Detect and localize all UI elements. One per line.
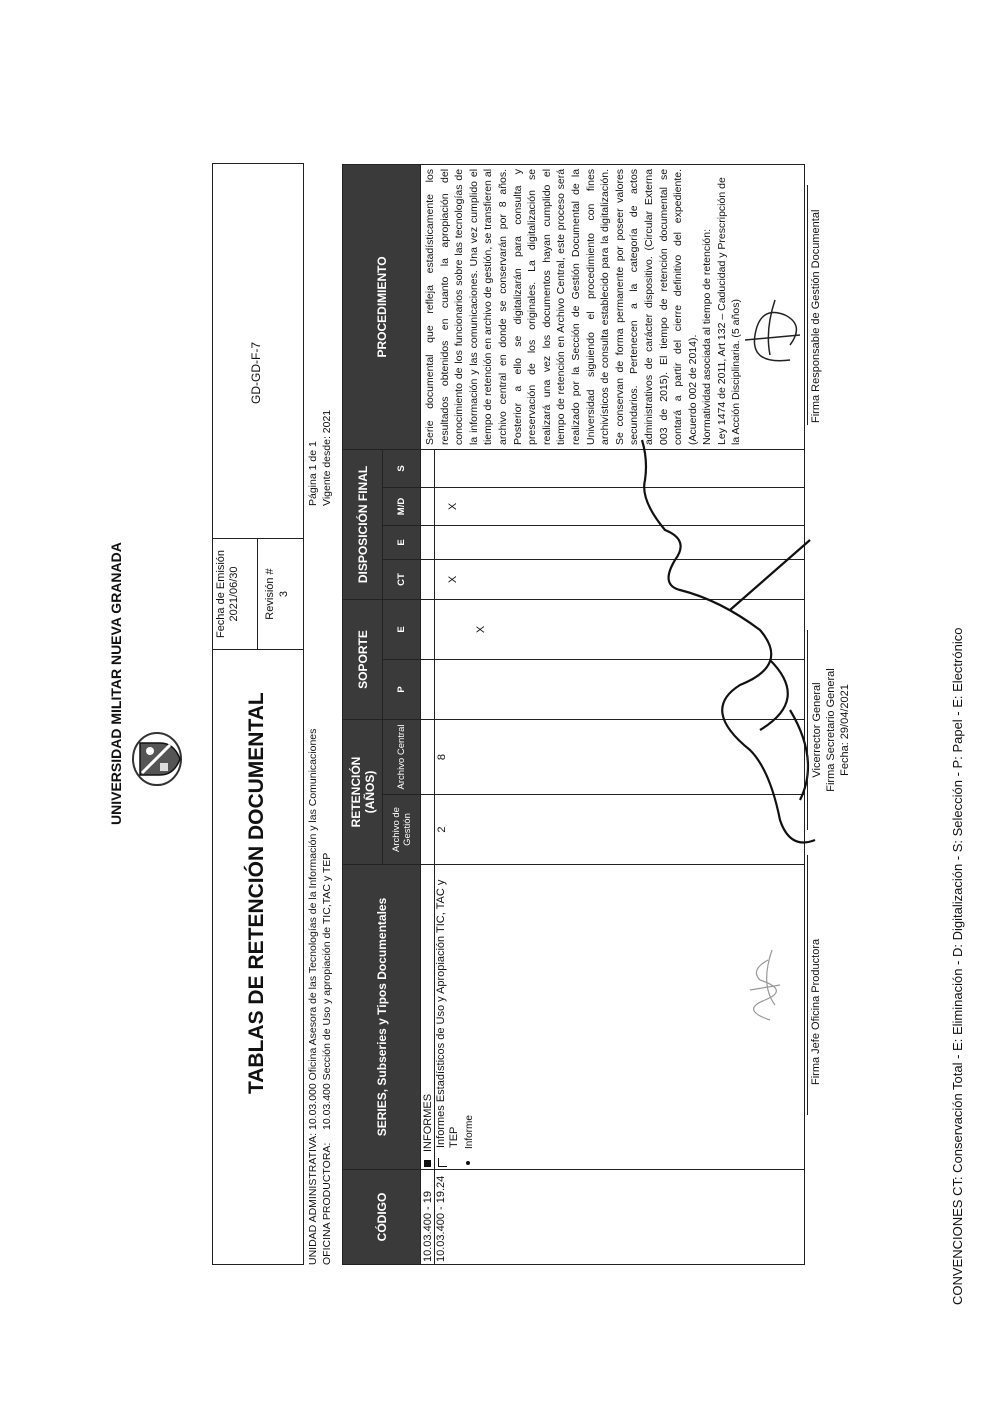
- row1-code: 10.03.400 - 19: [421, 1170, 435, 1265]
- procedimiento-text: Serie documental que refleja estadísticamente los resultados obtenidos en cuanto la apropiación del conocimiento de los funcionarios sobre las tecnologías de la información y las comunicaciones. Una vez cumplido el tiempo de retención en archivo de gestión, se transfieren al archivo central en donde se conservarán por 8 años. Posterior a ello se digitalizarán para consulta y preservación de los originales. La digitalización se realizará una vez los documentos hayan cumplido el tiempo de retención en Archivo Central, este proceso será realizado por la Sección de Gestión Documental de la Universidad siguiendo el procedimiento con fines archivísticos de consulta establecido para la digitalización. Se conservan de forma permanente por poseer valores secundarios. Pertenecen a la categoría de actos administrativos de carácter dispositivo. (Circular Externa 003 de 2015). El tiempo de retención documental se contará a partir del cierre definitivo del expediente. (Acuerdo 002 de 2014).: [424, 168, 699, 445]
- header-retencion: RETENCIÓN (AÑOS): [343, 719, 383, 864]
- signature-vicerrector-icon: [640, 400, 830, 860]
- row2-central: 8: [435, 719, 805, 794]
- vigente-desde: Vigente desde: 2021: [321, 409, 333, 506]
- checkbox-icon: [438, 1158, 447, 1167]
- header-archivo-central: Archivo Central: [383, 719, 421, 794]
- header-soporte: SOPORTE: [343, 599, 383, 719]
- conventions-legend: CONVENCIONES CT: Conservación Total - E: Eliminación - D: Digitalización - S: Selección - P: Papel - E: Electrónico: [950, 627, 965, 1305]
- row2-soporte-e: X: [435, 599, 805, 659]
- page-number: Página 1 de 1: [307, 441, 319, 506]
- row2-ct: X: [435, 559, 805, 599]
- header-disp-s: S: [383, 449, 421, 487]
- header-series: SERIES, Subseries y Tipos Documentales: [343, 865, 421, 1170]
- signature-line-jefe: [807, 855, 808, 1115]
- signature-jefe-icon: [730, 940, 790, 1030]
- oficina-label: OFICINA PRODUCTORA:: [321, 1142, 333, 1265]
- revision-cell: [257, 538, 303, 650]
- signature-vicerrector-label: Vicerrector General: [811, 682, 823, 778]
- signature-gestion-label: Firma Responsable de Gestión Documental: [810, 209, 822, 423]
- header-codigo: CÓDIGO: [343, 1170, 421, 1265]
- row1-series-cell: [421, 865, 435, 1170]
- revision-value: 3: [278, 590, 290, 598]
- row2-code: 10.03.400 - 19.24: [435, 1170, 805, 1265]
- signature-line-gestion: [807, 185, 808, 425]
- row2-subserie: Informes Estadísticos de Uso y Apropiación TIC, TAC y TEP: [435, 879, 460, 1148]
- university-logo-icon: [130, 731, 184, 787]
- fecha-label: Fecha de Emisión: [215, 549, 227, 639]
- bullet-icon: [466, 1161, 470, 1165]
- signature-line-vicerrector: [807, 630, 808, 830]
- normatividad-label: Normatividad asociada al tiempo de retención:: [701, 229, 714, 445]
- form-code: GD-GD-F-7: [249, 342, 263, 404]
- unidad-label: UNIDAD ADMINISTRATIVA:: [307, 1132, 319, 1265]
- header-disp-ct: CT: [383, 559, 421, 599]
- header-disposicion: DISPOSICIÓN FINAL: [343, 449, 383, 599]
- row2-gestion: 2: [435, 795, 805, 865]
- row2-tipo: Informe: [464, 1115, 475, 1149]
- header-disp-e: E: [383, 525, 421, 559]
- header-archivo-gestion: Archivo de Gestión: [383, 795, 421, 865]
- header-soporte-e: E: [383, 599, 421, 659]
- oficina-value: 10.03.400 Sección de Uso y apropiación de TIC,TAC y TEP: [321, 852, 333, 1130]
- black-square-icon: [424, 1160, 431, 1167]
- header-box: [212, 163, 304, 1265]
- signature-vicerrector-block: [810, 630, 852, 830]
- signature-fecha-label: Fecha: 29/04/2021: [839, 684, 851, 776]
- header-disp-md: M/D: [383, 487, 421, 525]
- fecha-value: 2021/06/30: [228, 566, 240, 622]
- university-name: UNIVERSIDAD MILITAR NUEVA GRANADA: [108, 542, 124, 825]
- document-title: TABLAS DE RETENCIÓN DOCUMENTAL: [245, 692, 268, 1094]
- row2-md: X: [435, 487, 805, 525]
- row1-series: INFORMES: [421, 1093, 434, 1152]
- unidad-value: 10.03.000 Oficina Asesora de las Tecnologías de la Información y las Comunicaciones: [307, 728, 319, 1130]
- signature-gestion-icon: [730, 285, 810, 375]
- signature-jefe-label: Firma Jefe Oficina Productora: [810, 938, 822, 1085]
- table-row-serie: [421, 164, 435, 1264]
- signature-secretario-label: Firma Secretario General: [825, 668, 837, 792]
- fecha-cell: [213, 538, 258, 650]
- revision-label: Revisión #: [264, 568, 276, 620]
- header-soporte-p: P: [383, 659, 421, 719]
- header-procedimiento: PROCEDIMIENTO: [343, 164, 421, 449]
- normatividad-value: Ley 1474 de 2011, Art 132 – Caducidad y Prescripción de la Acción Disciplinaria. (5 años): [715, 177, 743, 445]
